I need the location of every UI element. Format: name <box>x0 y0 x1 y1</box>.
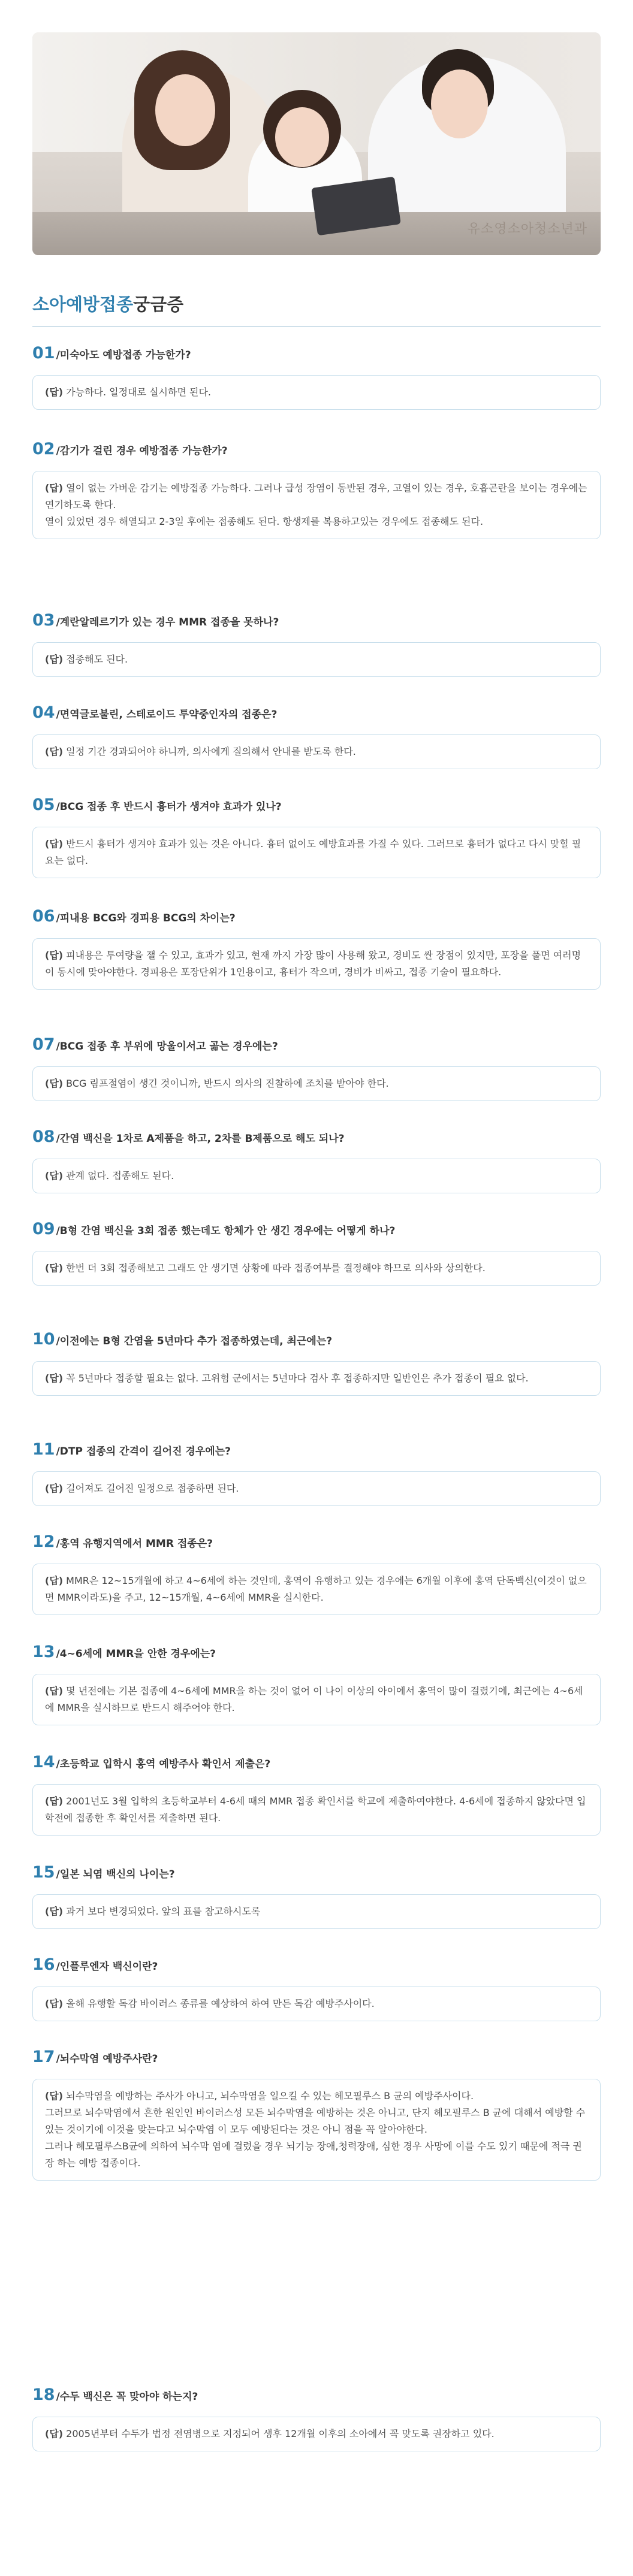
faq-question-text: /홍역 유행지역에서 MMR 접종은? <box>56 1538 213 1550</box>
answer-text: 일정 기간 경과되어야 하니까, 의사에게 질의해서 안내를 받도록 한다. <box>63 746 356 757</box>
faq-number: 03 <box>32 611 55 630</box>
answer-text: 열이 없는 가벼운 감기는 예방접종 가능하다. 그러나 급성 장염이 동반된 경우, 고열이 있는 경우, 호흡곤란을 보이는 경우에는 연기하도록 한다. 열이 있었던 경우 해열되고 2-3일 후에는 접종해도 된다. 항생제를 복용하고있는 경우에도 접종해도 된다. <box>45 482 587 527</box>
answer-tag: (답) <box>45 1998 64 2009</box>
faq-question-13 <box>32 1644 216 1662</box>
answer-text: 2005년부터 수두가 법정 전염병으로 지정되어 생후 12개월 이후의 소아에서 꼭 맞도록 권장하고 있다. <box>63 2428 495 2439</box>
faq-question-text: /이전에는 B형 간염을 5년마다 추가 접종하였는데, 최근에는? <box>56 1335 333 1347</box>
faq-answer-09 <box>32 1251 601 1286</box>
answer-text: 반드시 흉터가 생겨야 효과가 있는 것은 아니다. 흉터 없이도 예방효과를 가질 수 있다. 그러므로 흉터가 없다고 다시 맞힐 필요는 없다. <box>45 838 581 866</box>
answer-tag: (답) <box>45 2090 64 2102</box>
answer-text: 올해 유행할 독감 바이러스 종류를 예상하여 하여 만든 독감 예방주사이다. <box>63 1998 375 2009</box>
page-title-highlight: 소아예방접종 <box>32 294 134 315</box>
faq-question-17 <box>32 2049 158 2067</box>
faq-answer-18 <box>32 2417 601 2451</box>
hero-doctor-face <box>431 69 488 138</box>
faq-question-05 <box>32 797 282 815</box>
faq-number: 09 <box>32 1220 55 1238</box>
faq-question-16 <box>32 1957 158 1975</box>
faq-question-text: /BCG 접종 후 부위에 망울이서고 곪는 경우에는? <box>56 1041 278 1053</box>
faq-number: 14 <box>32 1753 55 1771</box>
answer-tag: (답) <box>45 654 64 665</box>
faq-question-08 <box>32 1129 345 1147</box>
answer-tag: (답) <box>45 1372 64 1384</box>
faq-answer-11 <box>32 1471 601 1506</box>
faq-answer-05 <box>32 827 601 878</box>
answer-text: 길어져도 길어진 일정으로 접종하면 된다. <box>63 1483 239 1494</box>
faq-question-text: /감기가 걸린 경우 예방접종 가능한가? <box>56 445 228 457</box>
faq-question-text: /면역글로불린, 스테로이드 투약중인자의 접종은? <box>56 709 278 721</box>
faq-question-12 <box>32 1534 213 1552</box>
faq-question-text: /미숙아도 예방접종 가능한가? <box>56 349 191 361</box>
faq-question-07 <box>32 1036 278 1055</box>
faq-question-14 <box>32 1754 270 1773</box>
answer-tag: (답) <box>45 1906 64 1917</box>
answer-tag: (답) <box>45 1483 64 1494</box>
faq-number: 02 <box>32 440 55 458</box>
faq-question-11 <box>32 1441 231 1460</box>
faq-answer-15 <box>32 1894 601 1929</box>
faq-answer-06 <box>32 938 601 990</box>
answer-tag: (답) <box>45 950 64 961</box>
faq-question-03 <box>32 612 279 631</box>
faq-number: 05 <box>32 796 55 814</box>
faq-question-text: /계란알레르기가 있는 경우 MMR 접종을 못하나? <box>56 616 279 628</box>
faq-question-text: /간염 백신을 1차로 A제품을 하고, 2차를 B제품으로 해도 되나? <box>56 1133 345 1145</box>
faq-answer-08 <box>32 1159 601 1193</box>
faq-number: 15 <box>32 1863 55 1882</box>
faq-answer-03 <box>32 642 601 677</box>
answer-text: MMR은 12~15개월에 하고 4~6세에 하는 것인데, 홍역이 유행하고 있는 경우에는 6개월 이후에 홍역 단독백신(이것이 없으면 MMR이라도)을 주고, 12~15개월, 4~6세에 MMR을 실시한다. <box>45 1575 587 1603</box>
faq-question-09 <box>32 1221 395 1239</box>
faq-question-text: /초등학교 입학시 홍역 예방주사 확인서 제출은? <box>56 1758 271 1770</box>
answer-text: 몇 년전에는 기본 접종에 4~6세에 MMR을 하는 것이 없어 이 나이 이상의 아이에서 홍역이 많이 걸렸기에, 최근에는 4~6세에 MMR을 실시하므로 반드시 해주어야 한다. <box>45 1685 583 1713</box>
faq-answer-10 <box>32 1361 601 1396</box>
answer-tag: (답) <box>45 1795 64 1807</box>
faq-answer-13 <box>32 1674 601 1725</box>
answer-text: 과거 보다 변경되었다. 앞의 표를 참고하시도록 <box>63 1906 261 1917</box>
faq-number: 10 <box>32 1330 55 1349</box>
faq-answer-07 <box>32 1066 601 1101</box>
answer-tag: (답) <box>45 746 64 757</box>
clinic-logo <box>468 219 587 237</box>
faq-number: 16 <box>32 1955 55 1974</box>
faq-number: 08 <box>32 1127 55 1146</box>
answer-text: 접종해도 된다. <box>63 654 128 665</box>
answer-text: BCG 림프절염이 생긴 것이니까, 반드시 의사의 진찰하에 조치를 받아야 한다. <box>63 1078 389 1089</box>
answer-tag: (답) <box>45 1078 64 1089</box>
faq-answer-12 <box>32 1564 601 1615</box>
faq-question-text: /피내용 BCG와 경피용 BCG의 차이는? <box>56 912 236 924</box>
faq-number: 04 <box>32 703 55 722</box>
faq-question-02 <box>32 441 228 459</box>
answer-tag: (답) <box>45 1685 64 1697</box>
faq-question-15 <box>32 1864 175 1883</box>
faq-question-text: /4~6세에 MMR을 안한 경우에는? <box>56 1648 216 1660</box>
page-title-bar <box>32 292 601 327</box>
faq-question-10 <box>32 1331 332 1350</box>
page-title <box>32 292 601 316</box>
answer-text: 2001년도 3월 입학의 초등학교부터 4-6세 때의 MMR 접종 확인서를 학교에 제출하여야한다. 4-6세에 접종하지 않았다면 입학전에 접종한 후 확인서를 제출하면 된다. <box>45 1795 586 1824</box>
hero-mother-face <box>155 74 215 146</box>
hero-image <box>32 32 601 255</box>
answer-tag: (답) <box>45 838 64 849</box>
faq-answer-14 <box>32 1784 601 1836</box>
faq-number: 18 <box>32 2385 55 2404</box>
faq-number: 13 <box>32 1643 55 1661</box>
faq-number: 17 <box>32 2048 55 2066</box>
faq-question-18 <box>32 2387 198 2405</box>
answer-text: 꼭 5년마다 접종할 필요는 없다. 고위험 군에서는 5년마다 검사 후 접종하지만 일반인은 추가 접종이 필요 없다. <box>63 1372 529 1384</box>
faq-number: 07 <box>32 1035 55 1054</box>
answer-text: 뇌수막염을 예방하는 주사가 아니고, 뇌수막염을 일으킬 수 있는 헤모필루스 B 균의 예방주사이다. 그러므로 뇌수막염에서 흔한 원인인 바이러스성 모든 뇌수막염을 예방하는 것은 아니고, 단지 헤모필루스 B 균에 대해서 예방할 수 있는 것이기에 이것을 맞는다고 뇌수막염 이 모두 예방된다는 것은 아니 점을 꼭 알아야한다. 그러나 헤모필루스B균에 의하여 뇌수막 염에 걸렸을 경우 뇌기능 장애,청력장애, 심한 경우 사망에 이를 수도 있기 때문에 적극 권장 하는 예방 접종이다. <box>45 2090 586 2169</box>
answer-text: 가능하다. 일정대로 실시하면 된다. <box>63 386 211 398</box>
answer-tag: (답) <box>45 1262 64 1274</box>
answer-tag: (답) <box>45 482 64 494</box>
answer-text: 피내용은 투여량을 잴 수 있고, 효과가 있고, 현재 까지 가장 많이 사용해 왔고, 경비도 싼 장점이 있지만, 포장을 풀면 여러명이 동시에 맞아야한다. 경피용은 포장단위가 1인용이고, 흉터가 작으며, 경비가 비싸고, 접종 기술이 필요하다. <box>45 950 581 978</box>
faq-answer-01 <box>32 375 601 410</box>
page-title-rest: 궁금증 <box>133 294 184 315</box>
answer-tag: (답) <box>45 1575 64 1586</box>
faq-question-06 <box>32 908 236 927</box>
faq-question-text: /뇌수막염 예방주사란? <box>56 2053 158 2065</box>
faq-number: 06 <box>32 907 55 926</box>
faq-question-text: /일본 뇌염 백신의 나이는? <box>56 1868 175 1880</box>
answer-text: 한번 더 3회 접종해보고 그래도 안 생기면 상황에 따라 접종여부를 결정해야 하므로 의사와 상의한다. <box>63 1262 486 1274</box>
faq-question-01 <box>32 345 191 364</box>
faq-answer-17 <box>32 2079 601 2181</box>
clinic-logo-text: 유소영소아청소년과 <box>467 222 587 237</box>
hero-child-face <box>275 107 329 167</box>
answer-tag: (답) <box>45 1170 64 1181</box>
faq-answer-02 <box>32 471 601 539</box>
answer-text: 관계 없다. 접종해도 된다. <box>63 1170 174 1181</box>
faq-question-text: /수두 백신은 꼭 맞아야 하는지? <box>56 2391 198 2403</box>
faq-answer-16 <box>32 1987 601 2021</box>
faq-number: 11 <box>32 1440 55 1459</box>
faq-number: 01 <box>32 344 55 362</box>
faq-question-text: /DTP 접종의 간격이 길어진 경우에는? <box>56 1446 231 1458</box>
faq-question-text: /BCG 접종 후 반드시 흉터가 생겨야 효과가 있나? <box>56 801 282 813</box>
faq-number: 12 <box>32 1532 55 1551</box>
answer-tag: (답) <box>45 2428 64 2439</box>
faq-answer-04 <box>32 734 601 769</box>
faq-question-04 <box>32 705 277 723</box>
faq-question-text: /B형 간염 백신을 3회 접종 했는데도 항체가 안 생긴 경우에는 어떻게 하나? <box>56 1225 396 1237</box>
faq-question-text: /인플루엔자 백신이란? <box>56 1961 158 1973</box>
answer-tag: (답) <box>45 386 64 398</box>
